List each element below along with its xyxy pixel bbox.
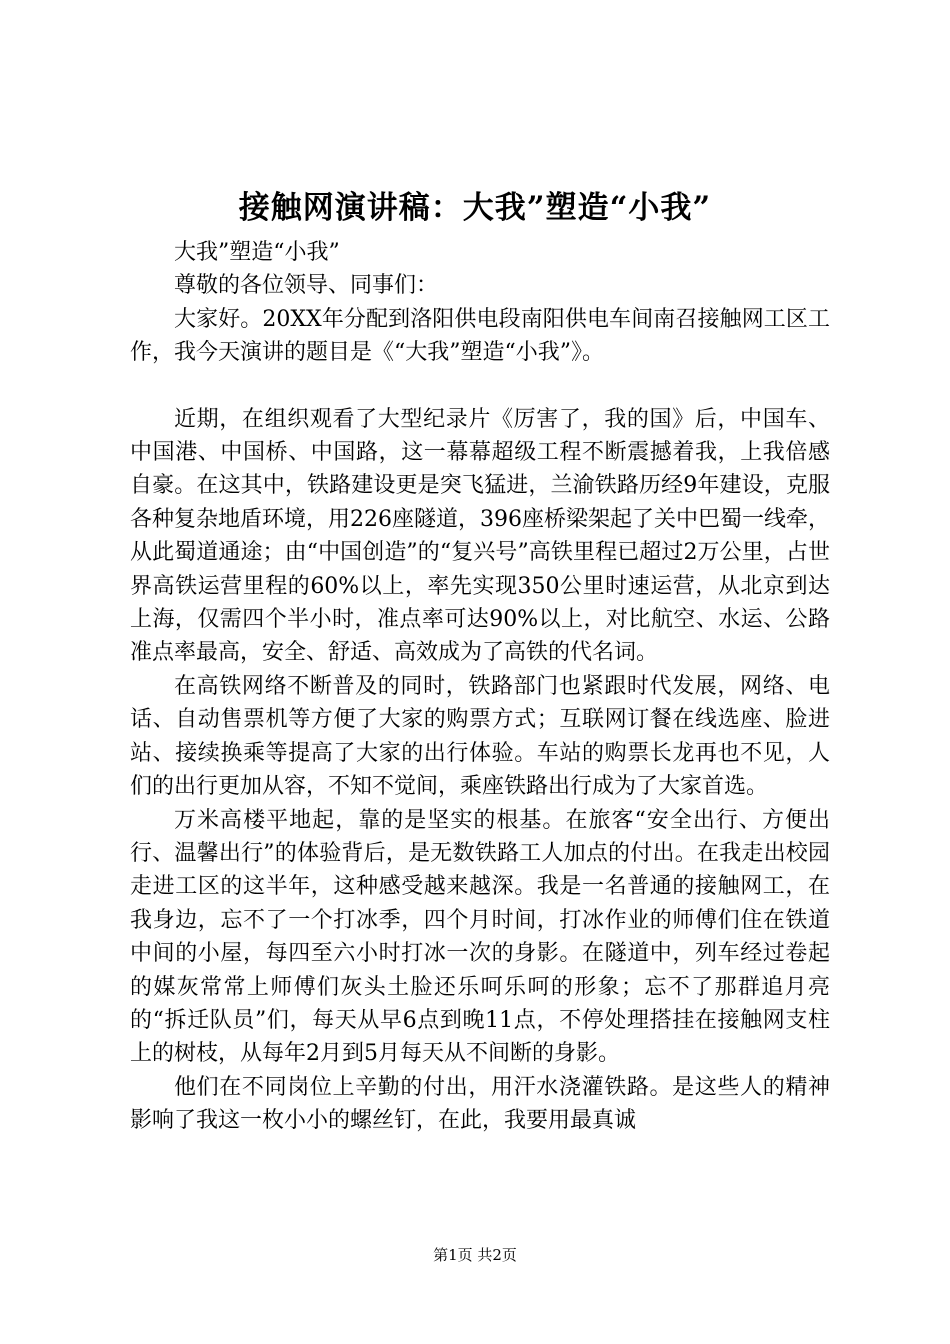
document-title: 接触网演讲稿：大我”塑造“小我” bbox=[238, 190, 712, 226]
paragraph-intro: 大家好。20XX年分配到洛阳供电段南阳供电车间南召接触网工区工作，我今天演讲的题目是《“大我”塑造“小我”》。 bbox=[130, 306, 830, 366]
page-number-footer: 第1页 共2页 bbox=[433, 1246, 517, 1264]
paragraph-documentary: 近期，在组织观看了大型纪录片《厉害了，我的国》后，中国车、中国港、中国桥、中国路，这一幕幕超级工程不断震撼着我，上我倍感自豪。在这其中，铁路建设更是突飞猛进，兰渝铁路历经9年建设，克服各种复杂地盾环境，用226座隧道，396座桥梁架起了关中巴蜀一线牵，从此蜀道通途；由“中国创造”的“复兴号”高铁里程已超过2万公里，占世界高铁运营里程的60%以上，率先实现350公里时速运营，从北京到达上海，仅需四个半小时，准点率可达90%以上，对比航空、水运、公路准点率最高，安全、舒适、高效成为了高铁的代名词。 bbox=[130, 406, 830, 666]
paragraph-network: 在高铁网络不断普及的同时，铁路部门也紧跟时代发展，网络、电话、自动售票机等方便了大家的购票方式；互联网订餐在线选座、脸进站、接续换乘等提高了大家的出行体验。车站的购票长龙再也不见，人们的出行更加从容，不知不觉间，乘座铁路出行成为了大家首选。 bbox=[130, 673, 830, 800]
paragraph-workers: 万米高楼平地起，靠的是坚实的根基。在旅客“安全出行、方便出行、温馨出行”的体验背后，是无数铁路工人加点的付出。在我走出校园走进工区的这半年，这种感受越来越深。我是一名普通的接触网工，在我身边，忘不了一个打冰季，四个月时间，打冰作业的师傅们住在铁道中间的小屋，每四至六小时打冰一次的身影。在隧道中，列车经过卷起的媒灰常常上师傅们灰头土脸还乐呵乐呵的形象；忘不了那群追月亮的“拆迁队员”们，每天从早6点到晚11点，不停处理搭挂在接触网支柱上的树枝，从每年2月到5月每天从不间断的身影。 bbox=[130, 807, 830, 1067]
paragraph-closing: 他们在不同岗位上辛勤的付出，用汗水浇灌铁路。是这些人的精神影响了我这一枚小小的螺丝钉，在此，我要用最真诚 bbox=[130, 1074, 830, 1134]
paragraph-subtitle: 大我”塑造“小我” bbox=[174, 240, 340, 265]
paragraph-salutation: 尊敬的各位领导、同事们： bbox=[174, 273, 439, 299]
document-body bbox=[130, 236, 830, 1138]
